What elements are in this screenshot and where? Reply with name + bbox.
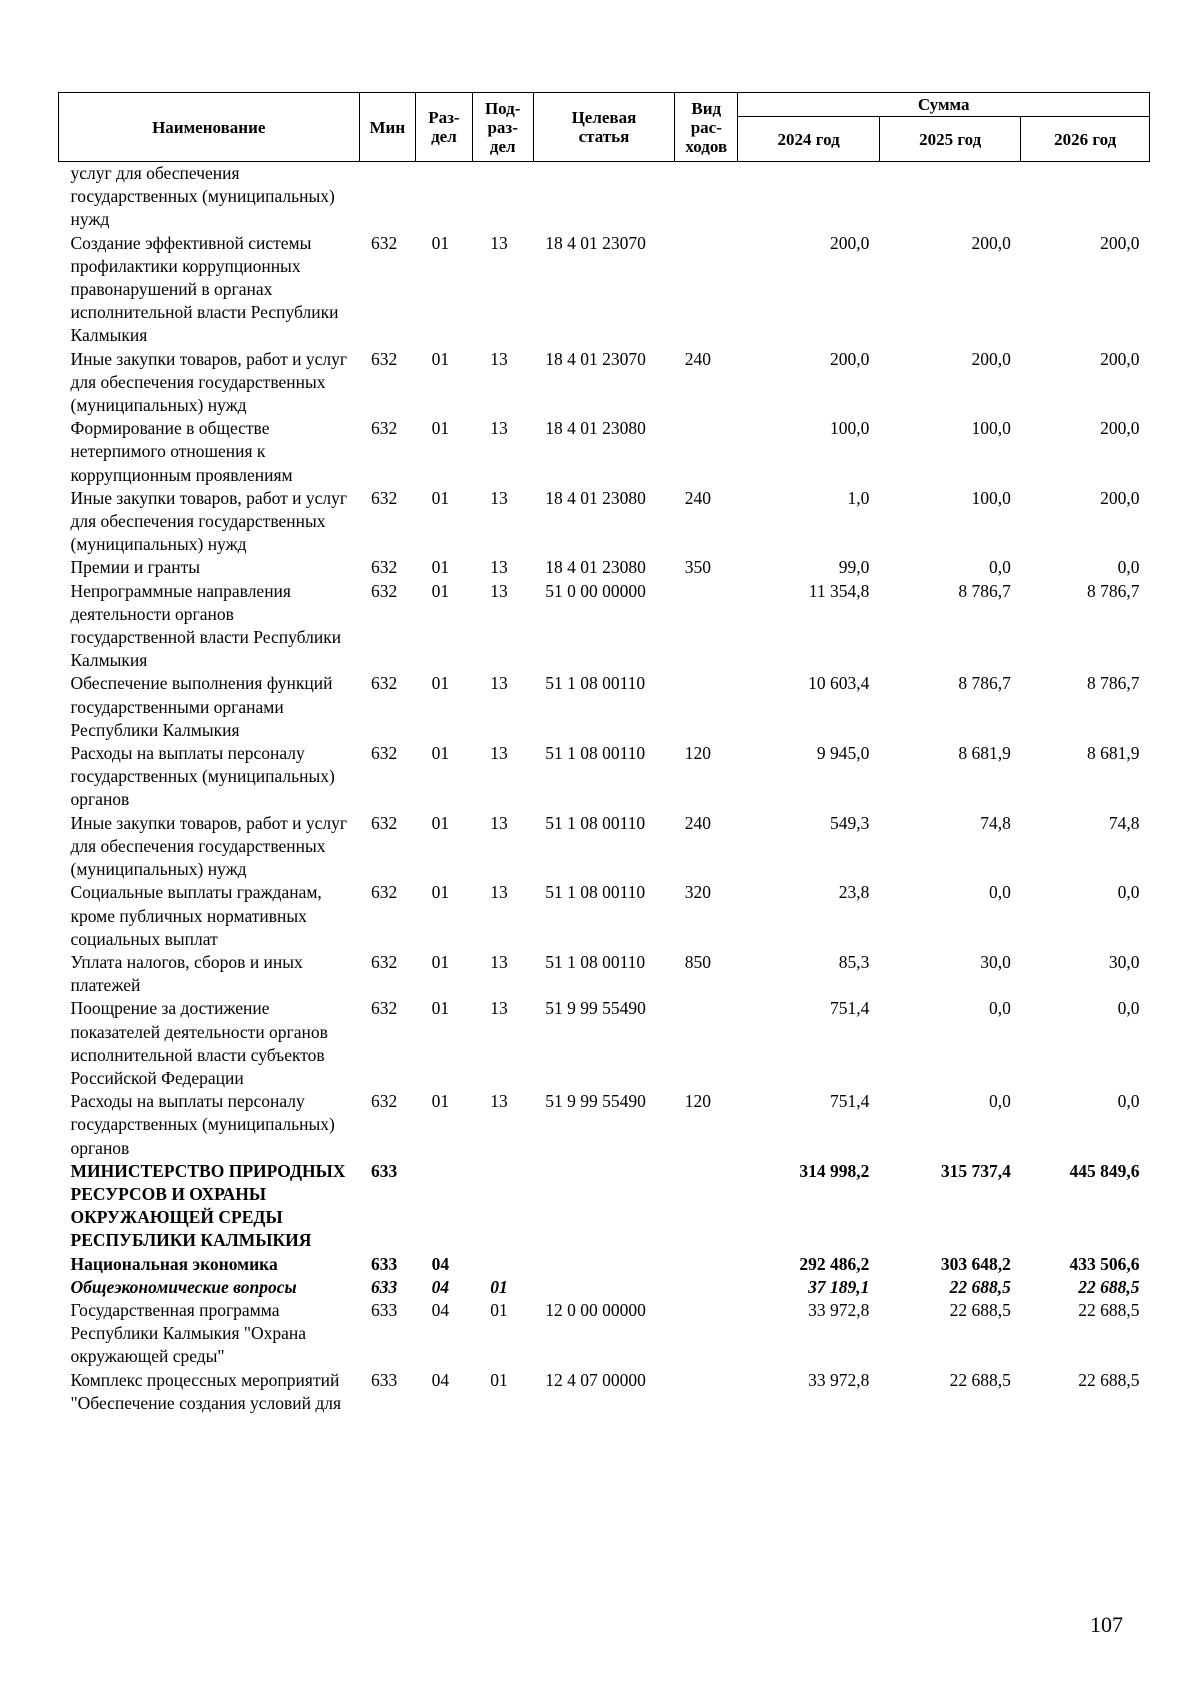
cell-min: 632 (371, 487, 398, 508)
cell-amount-2025: 22 688,5 (949, 1276, 1011, 1297)
cell-min: 632 (371, 951, 398, 972)
cell-razdel: 01 (431, 1091, 450, 1112)
cell-amount-2025 (879, 162, 1021, 232)
cell-amount-2026: 0,0 (1117, 1091, 1140, 1112)
budget-table (58, 92, 1150, 1415)
page-number: 107 (1090, 1612, 1123, 1637)
cell-amount-2025: 303 648,2 (940, 1253, 1011, 1274)
cell-podrazdel: 13 (490, 418, 508, 439)
cell-amount-2024: 9 945,0 (816, 743, 870, 764)
cell-name: Обеспечение выполнения функций государственными органами Республики Калмыкия (70, 673, 333, 740)
cell-amount-2025: 315 737,4 (940, 1160, 1011, 1181)
cell-razdel: 04 (431, 1253, 450, 1274)
cell-vid-rashodov (675, 232, 738, 348)
cell-name: Общеэкономические вопросы (70, 1276, 297, 1297)
cell-podrazdel: 01 (490, 1369, 508, 1390)
table-row (59, 232, 1150, 348)
cell-name: Национальная экономика (70, 1253, 278, 1274)
cell-name: Расходы на выплаты персоналу государственных (муниципальных) органов (70, 743, 335, 810)
cell-min: 632 (371, 348, 398, 369)
cell-name: Иные закупки товаров, работ и услуг для обеспечения государственных (муниципальных) нужд (70, 487, 348, 555)
cell-vid-rashodov (675, 580, 738, 673)
header-summa: Сумма (738, 93, 1150, 117)
cell-podrazdel: 13 (490, 743, 508, 764)
cell-podrazdel: 01 (490, 1299, 508, 1320)
table-row (59, 417, 1150, 487)
cell-amount-2025: 8 786,7 (958, 580, 1011, 601)
cell-min: 632 (371, 418, 398, 439)
cell-amount-2026: 8 681,9 (1087, 743, 1140, 764)
cell-amount-2025: 74,8 (980, 812, 1011, 833)
cell-podrazdel: 13 (490, 673, 508, 694)
cell-name: Государственная программа Республики Калмыкия "Охрана окружающей среды" (70, 1299, 307, 1367)
cell-name: Премии и гранты (70, 557, 201, 578)
cell-name: Поощрение за достижение показателей деятельности органов исполнительной власти субъектов Российской Федерации (70, 998, 328, 1088)
cell-podrazdel: 13 (490, 348, 508, 369)
cell-amount-2024: 549,3 (830, 812, 870, 833)
cell-amount-2025: 22 688,5 (949, 1369, 1011, 1390)
cell-min (359, 162, 416, 232)
cell-podrazdel: 13 (490, 580, 508, 601)
header-year-2024: 2024 год (738, 117, 880, 162)
cell-vid-rashodov (675, 162, 738, 232)
cell-amount-2026: 200,0 (1100, 348, 1140, 369)
cell-amount-2026: 30,0 (1108, 951, 1140, 972)
cell-razdel: 01 (431, 951, 450, 972)
cell-min: 633 (371, 1369, 398, 1390)
table-row (59, 162, 1150, 232)
cell-razdel: 04 (431, 1276, 450, 1297)
cell-razdel: 01 (431, 348, 450, 369)
table-row (59, 487, 1150, 557)
cell-amount-2026: 0,0 (1117, 882, 1140, 903)
cell-celevaya-statya (533, 162, 675, 232)
cell-podrazdel (472, 1253, 533, 1276)
cell-celevaya-statya: 51 1 08 00110 (545, 743, 646, 764)
cell-vid-rashodov: 120 (684, 1091, 711, 1112)
cell-razdel: 01 (431, 580, 450, 601)
cell-celevaya-statya: 51 1 08 00110 (545, 951, 646, 972)
cell-amount-2024: 10 603,4 (808, 673, 870, 694)
cell-celevaya-statya (533, 1253, 675, 1276)
cell-celevaya-statya: 18 4 01 23070 (545, 348, 646, 369)
header-name: Наименование (59, 93, 360, 162)
cell-vid-rashodov: 240 (684, 487, 711, 508)
cell-min: 633 (371, 1276, 398, 1297)
cell-podrazdel: 13 (490, 1091, 508, 1112)
cell-podrazdel (472, 162, 533, 232)
cell-min: 632 (371, 557, 398, 578)
cell-name: услуг для обеспечения государственных (муниципальных) нужд (70, 163, 335, 230)
table-row (59, 672, 1150, 742)
cell-name: Иные закупки товаров, работ и услуг для обеспечения государственных (муниципальных) нужд (70, 348, 348, 416)
table-row (59, 556, 1150, 579)
cell-min: 632 (371, 743, 398, 764)
cell-celevaya-statya: 51 0 00 00000 (545, 580, 646, 601)
cell-vid-rashodov (675, 997, 738, 1090)
cell-amount-2024: 11 354,8 (808, 580, 870, 601)
cell-amount-2026: 0,0 (1117, 998, 1140, 1019)
cell-razdel: 04 (431, 1369, 450, 1390)
cell-vid-rashodov (675, 1160, 738, 1253)
cell-razdel: 01 (431, 998, 450, 1019)
cell-amount-2026: 8 786,7 (1087, 580, 1140, 601)
cell-podrazdel: 13 (490, 998, 508, 1019)
cell-celevaya-statya: 51 1 08 00110 (545, 882, 646, 903)
cell-amount-2024: 99,0 (838, 557, 870, 578)
cell-amount-2026: 433 506,6 (1069, 1253, 1140, 1274)
cell-amount-2026: 22 688,5 (1078, 1276, 1140, 1297)
cell-amount-2025: 0,0 (989, 557, 1011, 578)
cell-celevaya-statya: 51 9 99 55490 (545, 1091, 646, 1112)
cell-name: Социальные выплаты гражданам, кроме публичных нормативных социальных выплат (70, 882, 322, 949)
table-row (59, 1090, 1150, 1160)
cell-podrazdel (472, 1160, 533, 1253)
cell-podrazdel: 13 (490, 487, 508, 508)
cell-vid-rashodov (675, 1253, 738, 1276)
cell-name: Расходы на выплаты персоналу государственных (муниципальных) органов (70, 1091, 335, 1158)
cell-amount-2026: 8 786,7 (1087, 673, 1140, 694)
cell-vid-rashodov (675, 417, 738, 487)
cell-amount-2025: 0,0 (989, 882, 1011, 903)
cell-amount-2025: 22 688,5 (949, 1299, 1011, 1320)
table-row (59, 1369, 1150, 1415)
cell-min: 632 (371, 1091, 398, 1112)
cell-amount-2024: 33 972,8 (808, 1369, 870, 1390)
cell-amount-2024: 200,0 (830, 348, 870, 369)
cell-celevaya-statya: 18 4 01 23070 (545, 232, 646, 253)
cell-amount-2024: 751,4 (830, 998, 870, 1019)
cell-amount-2025: 100,0 (971, 418, 1011, 439)
cell-celevaya-statya: 18 4 01 23080 (545, 487, 646, 508)
cell-razdel: 01 (431, 232, 450, 253)
cell-celevaya-statya: 51 1 08 00110 (545, 673, 646, 694)
header-min: Мин (359, 93, 416, 162)
table-row (59, 580, 1150, 673)
cell-amount-2024: 100,0 (830, 418, 870, 439)
cell-podrazdel: 13 (490, 557, 508, 578)
cell-amount-2025: 8 681,9 (958, 743, 1011, 764)
table-body (59, 162, 1150, 1415)
cell-vid-rashodov (675, 1369, 738, 1415)
cell-amount-2026: 22 688,5 (1078, 1299, 1140, 1320)
header-year-2026: 2026 год (1021, 117, 1150, 162)
cell-celevaya-statya: 12 0 00 00000 (545, 1299, 646, 1320)
cell-name: Иные закупки товаров, работ и услуг для обеспечения государственных (муниципальных) нужд (70, 812, 348, 880)
cell-name: Уплата налогов, сборов и иных платежей (70, 951, 303, 996)
cell-razdel: 01 (431, 487, 450, 508)
cell-razdel: 01 (431, 673, 450, 694)
table-row (59, 742, 1150, 812)
cell-celevaya-statya: 12 4 07 00000 (545, 1369, 646, 1390)
table-row (59, 348, 1150, 418)
cell-min: 632 (371, 998, 398, 1019)
cell-amount-2025: 8 786,7 (958, 673, 1011, 694)
cell-amount-2025: 200,0 (971, 348, 1011, 369)
cell-name: Комплекс процессных мероприятий "Обеспечение создания условий для (70, 1369, 342, 1413)
cell-amount-2026: 200,0 (1100, 232, 1140, 253)
cell-celevaya-statya: 18 4 01 23080 (545, 557, 646, 578)
cell-min: 633 (371, 1160, 398, 1181)
cell-razdel: 01 (431, 557, 450, 578)
cell-amount-2026 (1021, 162, 1150, 232)
cell-amount-2025: 200,0 (971, 232, 1011, 253)
cell-vid-rashodov: 240 (684, 348, 711, 369)
cell-amount-2025: 30,0 (980, 951, 1011, 972)
cell-razdel: 01 (431, 812, 450, 833)
cell-celevaya-statya (533, 1160, 675, 1253)
cell-amount-2025: 0,0 (989, 1091, 1011, 1112)
cell-amount-2024 (738, 162, 880, 232)
table-row (59, 812, 1150, 882)
header-razdel: Раз- дел (416, 93, 473, 162)
cell-amount-2026: 22 688,5 (1078, 1369, 1140, 1390)
cell-amount-2024: 1,0 (847, 487, 870, 508)
cell-vid-rashodov (675, 1299, 738, 1369)
header-podrazdel: Под- раз- дел (472, 93, 533, 162)
cell-min: 632 (371, 882, 398, 903)
header-year-2025: 2025 год (879, 117, 1021, 162)
cell-amount-2025: 0,0 (989, 998, 1011, 1019)
cell-min: 632 (371, 232, 398, 253)
cell-amount-2025: 100,0 (971, 487, 1011, 508)
cell-celevaya-statya (533, 1276, 675, 1299)
table-header (59, 93, 1150, 162)
cell-vid-rashodov (675, 1276, 738, 1299)
cell-celevaya-statya: 18 4 01 23080 (545, 418, 646, 439)
cell-min: 632 (371, 580, 398, 601)
cell-amount-2024: 33 972,8 (808, 1299, 870, 1320)
cell-podrazdel: 13 (490, 882, 508, 903)
cell-amount-2024: 85,3 (838, 951, 870, 972)
cell-min: 633 (371, 1253, 398, 1274)
cell-min: 632 (371, 673, 398, 694)
table-row (59, 951, 1150, 997)
header-celevaya-statya: Целевая статья (533, 93, 675, 162)
cell-celevaya-statya: 51 1 08 00110 (545, 812, 646, 833)
table-row (59, 1299, 1150, 1369)
table-row (59, 997, 1150, 1090)
cell-name: Непрограммные направления деятельности органов государственной власти Республики Калмыкия (70, 580, 342, 671)
cell-razdel: 01 (431, 418, 450, 439)
cell-vid-rashodov: 320 (684, 882, 711, 903)
table-row (59, 1276, 1150, 1299)
cell-amount-2024: 314 998,2 (799, 1160, 870, 1181)
cell-min: 632 (371, 812, 398, 833)
cell-podrazdel: 01 (490, 1276, 508, 1297)
cell-vid-rashodov: 350 (684, 557, 711, 578)
cell-podrazdel: 13 (490, 232, 508, 253)
cell-podrazdel: 13 (490, 951, 508, 972)
cell-amount-2024: 292 486,2 (799, 1253, 870, 1274)
cell-vid-rashodov: 120 (684, 743, 711, 764)
cell-name: Создание эффективной системы профилактики коррупционных правонарушений в органах исполнительной власти Республики Калмыкия (70, 232, 339, 346)
cell-razdel: 01 (431, 743, 450, 764)
cell-amount-2026: 74,8 (1108, 812, 1140, 833)
cell-vid-rashodov: 240 (684, 812, 711, 833)
cell-amount-2026: 0,0 (1117, 557, 1140, 578)
cell-podrazdel: 13 (490, 812, 508, 833)
cell-celevaya-statya: 51 9 99 55490 (545, 998, 646, 1019)
cell-razdel (416, 1160, 473, 1253)
cell-amount-2024: 23,8 (838, 882, 870, 903)
cell-amount-2024: 200,0 (830, 232, 870, 253)
cell-vid-rashodov: 850 (684, 951, 711, 972)
cell-razdel (416, 162, 473, 232)
cell-amount-2024: 751,4 (830, 1091, 870, 1112)
cell-amount-2026: 200,0 (1100, 487, 1140, 508)
table-row (59, 1160, 1150, 1253)
cell-name: Формирование в обществе нетерпимого отношения к коррупционным проявлениям (70, 418, 293, 485)
cell-amount-2024: 37 189,1 (808, 1276, 870, 1297)
cell-min: 633 (371, 1299, 398, 1320)
header-vid-rashodov: Вид рас- ходов (675, 93, 738, 162)
table-row (59, 881, 1150, 951)
cell-name: МИНИСТЕРСТВО ПРИРОДНЫХ РЕСУРСОВ И ОХРАНЫ ОКРУЖАЮЩЕЙ СРЕДЫ РЕСПУБЛИКИ КАЛМЫКИЯ (70, 1160, 346, 1251)
cell-vid-rashodov (675, 672, 738, 742)
table-row (59, 1253, 1150, 1276)
cell-razdel: 04 (431, 1299, 450, 1320)
cell-amount-2026: 445 849,6 (1069, 1160, 1140, 1181)
cell-amount-2026: 200,0 (1100, 418, 1140, 439)
cell-razdel: 01 (431, 882, 450, 903)
